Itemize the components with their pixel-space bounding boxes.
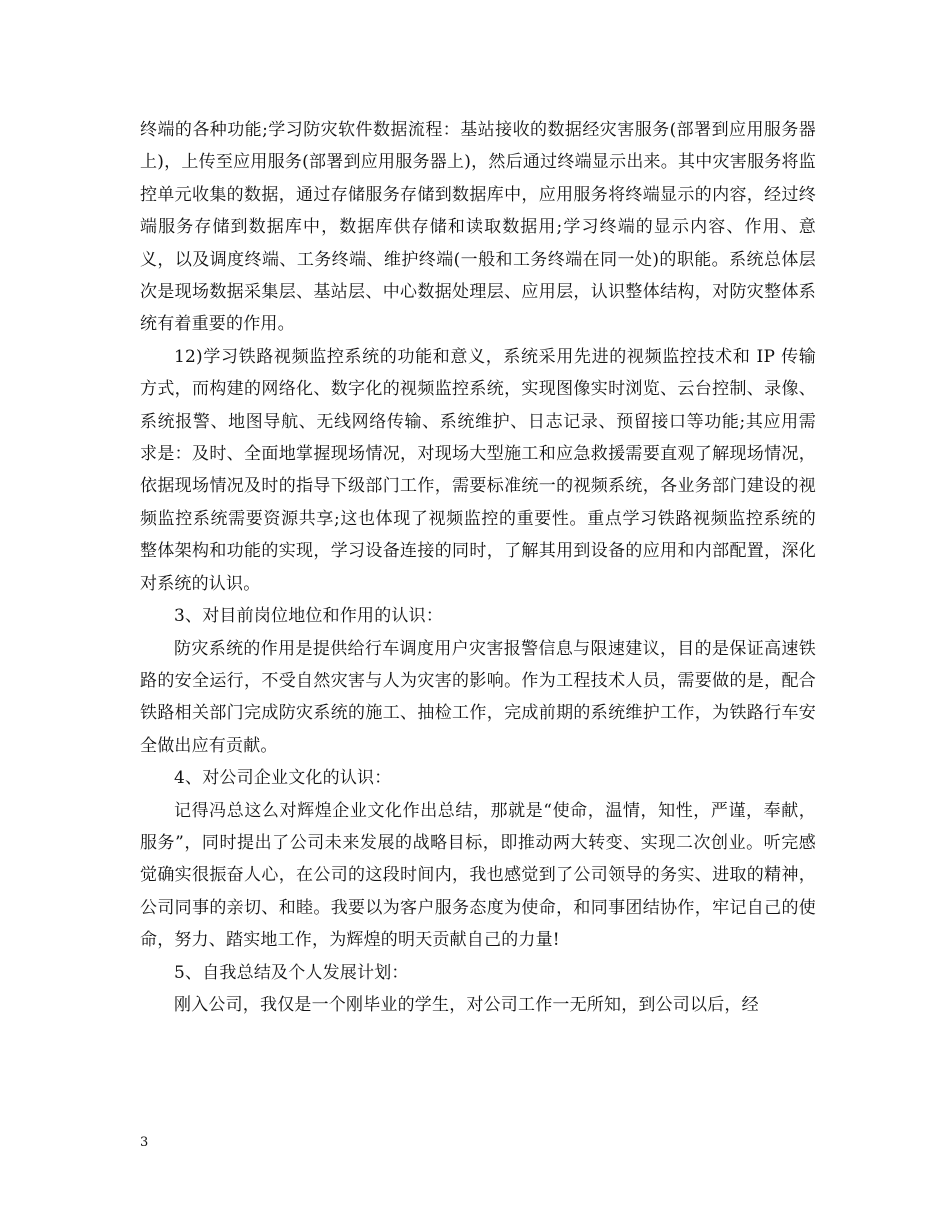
paragraph-8: 刚入公司，我仅是一个刚毕业的学生，对公司工作一无所知，到公司以后，经 bbox=[174, 994, 759, 1015]
section-heading-4: 4、对公司企业文化的认识： bbox=[174, 768, 392, 789]
section-heading-3: 3、对目前岗位地位和作用的认识： bbox=[174, 606, 444, 627]
paragraph-6: 记得冯总这么对辉煌企业文化作出总结，那就是“使命，温情，知性，严谨，奉献，服务”，同时提出了公司未来发展的战略目标，即推动两大转变、实现二次创业。听完感觉确实很振奋人心，在公司的这段时间内，我也感觉到了公司领导的务实、进取的精神，公司同事的亲切、和睦。我要以为客户服务态度为使命，和同事团结协作，牢记自己的使命，努力、踏实地工作，为辉煌的明天贡献自己的力量! bbox=[140, 800, 816, 951]
page-number: 3 bbox=[140, 1135, 149, 1150]
section-heading-5: 5、自我总结及个人发展计划： bbox=[174, 962, 409, 983]
paragraph-2: 12)学习铁路视频监控系统的功能和意义，系统采用先进的视频监控技术和 IP 传输方式，而构建的网络化、数字化的视频监控系统，实现图像实时浏览、云台控制、录像、系统报警、地图导航、无线网络传输、系统维护、日志记录、预留接口等功能;其应用需求是：及时、全面地掌握现场情况，对现场大型施工和应急救援需要直观了解现场情况，依据现场情况及时的指导下级部门工作，需要标准统一的视频系统，各业务部门建设的视频监控系统需要资源共享;这也体现了视频监控的重要性。重点学习铁路视频监控系统的整体架构和功能的实现，学习设备连接的同时，了解其用到设备的应用和内部配置，深化对系统的认识。 bbox=[140, 346, 816, 594]
document-body bbox=[140, 114, 816, 1021]
paragraph-1: 终端的各种功能;学习防灾软件数据流程：基站接收的数据经灾害服务(部署到应用服务器上)，上传至应用服务(部署到应用服务器上)，然后通过终端显示出来。其中灾害服务将监控单元收集的数据，通过存储服务存储到数据库中，应用服务将终端显示的内容，经过终端服务存储到数据库中，数据库供存储和读取数据用;学习终端的显示内容、作用、意义，以及调度终端、工务终端、维护终端(一般和工务终端在同一处)的职能。系统总体层次是现场数据采集层、基站层、中心数据处理层、应用层，认识整体结构，对防灾整体系统有着重要的作用。 bbox=[140, 120, 816, 335]
paragraph-4: 防灾系统的作用是提供给行车调度用户灾害报警信息与限速建议，目的是保证高速铁路的安全运行，不受自然灾害与人为灾害的影响。作为工程技术人员，需要做的是，配合铁路相关部门完成防灾系统的施工、抽检工作，完成前期的系统维护工作，为铁路行车安全做出应有贡献。 bbox=[140, 638, 816, 756]
